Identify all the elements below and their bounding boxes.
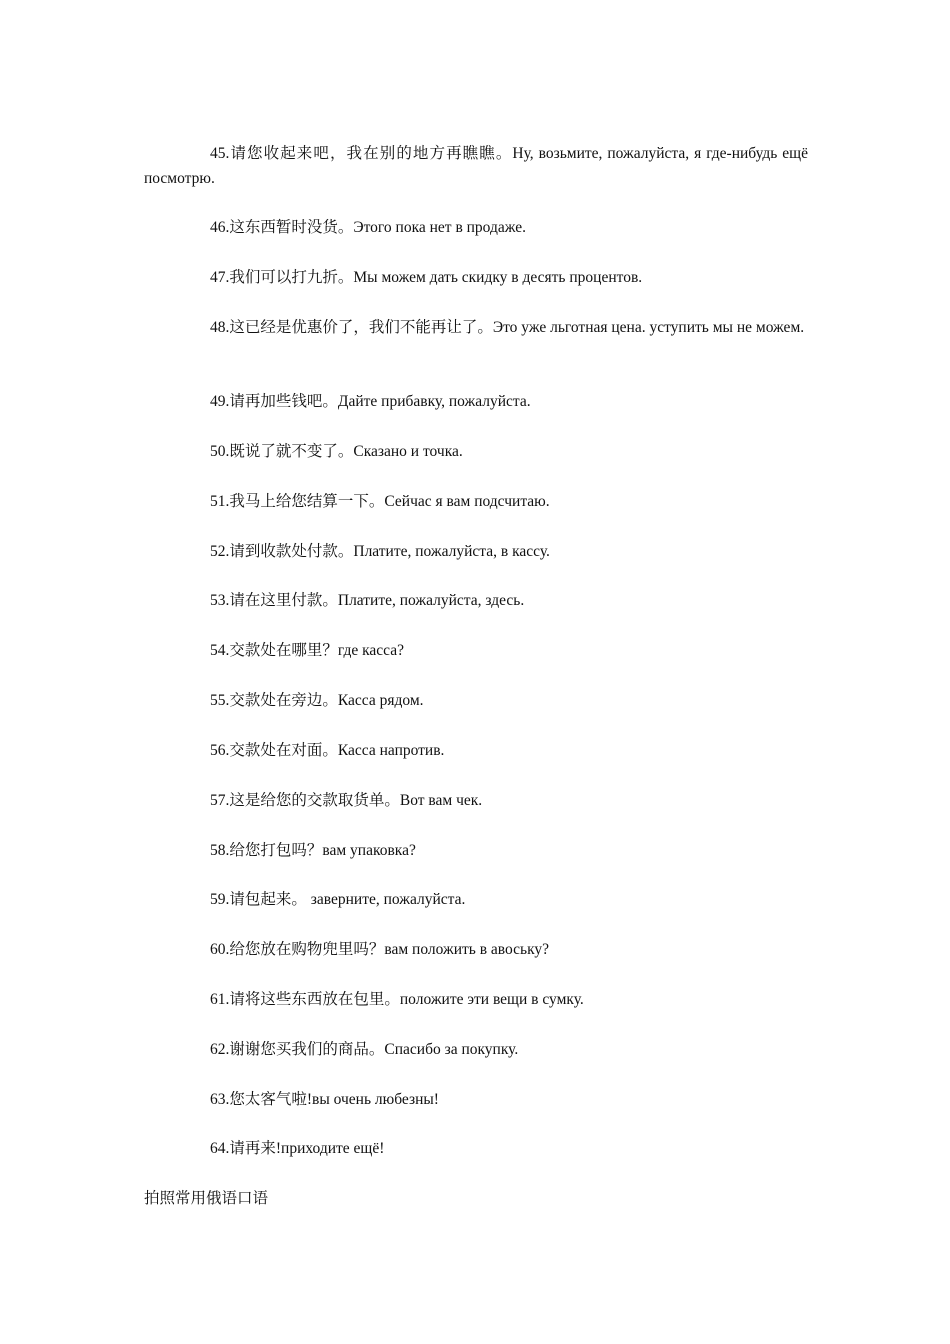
phrase-62 [144,1037,808,1062]
phrase-46 [144,215,808,240]
phrase-55 [144,688,808,713]
phrase-63 [144,1087,808,1112]
phrase-text: 给您打包吗？вам упаковка? [229,842,416,859]
phrase-58 [144,838,808,863]
phrase-64 [144,1136,808,1161]
phrase-45 [144,141,808,191]
phrase-text: 这东西暂时没货。Этого пока нет в продаже. [229,219,527,236]
phrase-text: 交款处在旁边。Касса рядом. [229,692,424,709]
phrase-text: 这是给您的交款取货单。Вот вам чек. [229,792,483,809]
phrase-text: 我马上给您结算一下。Сейчас я вам подсчитаю. [229,493,550,510]
phrase-number: 56. [210,742,230,759]
phrase-text: 请在这里付款。Платите, пожалуйста, здесь. [229,592,525,609]
phrase-text: 请到收款处付款。Платите, пожалуйста, в кассу. [229,543,550,560]
phrase-54 [144,638,808,663]
phrase-number: 64. [210,1140,230,1157]
phrase-text: 既说了就不变了。Сказано и точка. [229,443,463,460]
phrase-number: 60. [210,941,230,958]
phrase-text: 我们可以打九折。Мы можем дать скидку в десять процентов. [229,269,643,286]
phrase-text: 请包起来。 заверните, пожалуйста. [229,891,466,908]
phrase-52 [144,539,808,564]
phrase-number: 51. [210,493,230,510]
phrase-number: 45. [210,145,230,162]
phrase-number: 46. [210,219,230,236]
phrase-text: 您太客气啦!вы очень любезны! [229,1091,439,1108]
section-heading: 拍照常用俄语口语 [144,1190,269,1207]
phrase-text: 请将这些东西放在包里。положите эти вещи в сумку. [229,991,584,1008]
phrase-text: 请再加些钱吧。Дайте прибавку, пожалуйста. [229,393,531,410]
phrase-49 [144,389,808,414]
phrase-text: 请再来!приходите ещё! [229,1140,385,1157]
phrase-text: 谢谢您买我们的商品。Спасибо за покупку. [229,1041,519,1058]
phrase-number: 54. [210,642,230,659]
phrase-text: 请您收起来吧，我在别的地方再瞧瞧。Ну, возьмите, пожалуйста, я где-нибудь ещё посмотрю. [144,145,808,187]
phrase-56 [144,738,808,763]
phrase-number: 63. [210,1091,230,1108]
phrase-text: 交款处在哪里？где касса? [229,642,404,659]
phrase-number: 48. [210,319,230,336]
phrase-60 [144,937,808,962]
phrase-number: 58. [210,842,230,859]
phrase-53 [144,588,808,613]
phrase-number: 49. [210,393,230,410]
phrase-text: 这已经是优惠价了，我们不能再让了。Это уже льготная цена. уступить мы не можем. [229,319,805,336]
phrase-text: 给您放在购物兜里吗？вам положить в авоську? [229,941,550,958]
phrase-57 [144,788,808,813]
phrase-number: 47. [210,269,230,286]
phrase-50 [144,439,808,464]
phrase-61 [144,987,808,1012]
phrase-text: 交款处在对面。Касса напротив. [229,742,445,759]
phrase-number: 50. [210,443,230,460]
phrase-51 [144,489,808,514]
phrase-48 [144,315,808,340]
phrase-number: 59. [210,891,230,908]
phrase-number: 61. [210,991,230,1008]
phrase-number: 55. [210,692,230,709]
phrase-number: 62. [210,1041,230,1058]
phrase-59 [144,887,808,912]
phrase-number: 52. [210,543,230,560]
phrase-number: 53. [210,592,230,609]
phrase-47 [144,265,808,290]
phrase-number: 57. [210,792,230,809]
